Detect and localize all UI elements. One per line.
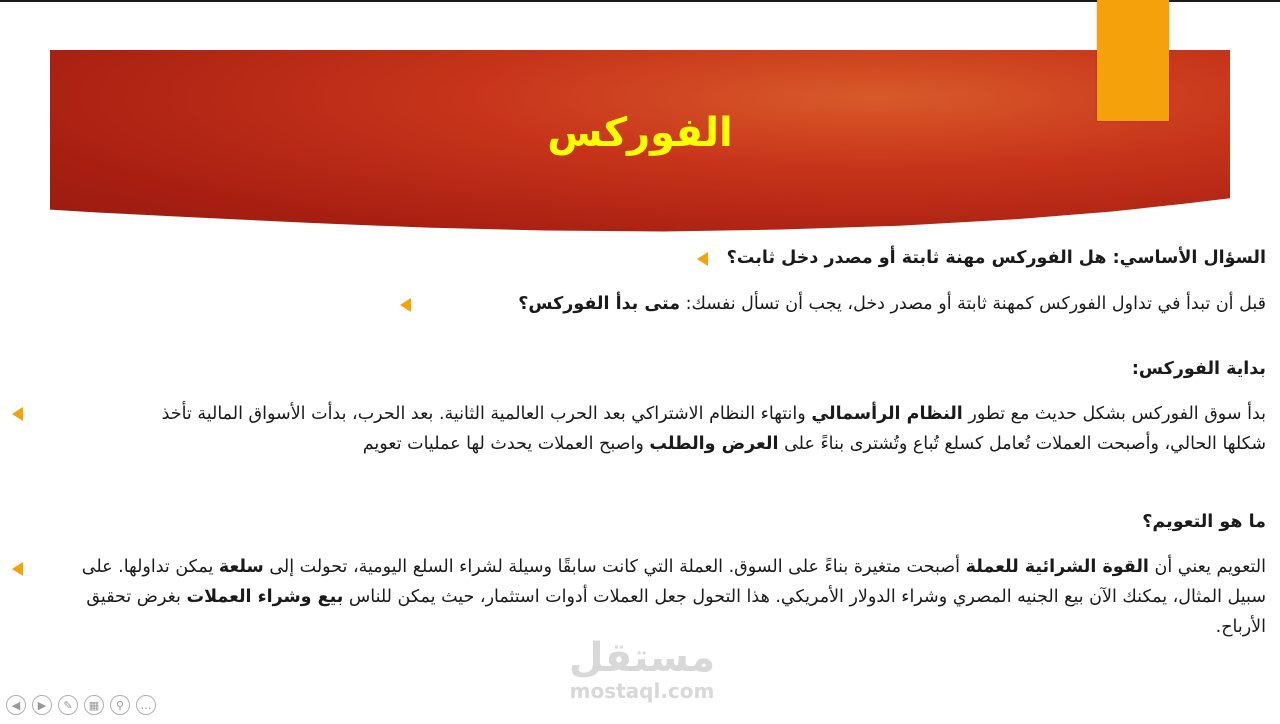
floating-heading: ما هو التعويم؟ [1142,512,1266,532]
previous-icon[interactable]: ◀ [6,695,26,715]
bullet-icon [400,298,411,312]
pen-icon[interactable]: ✎ [58,695,78,715]
origin-text-1: بدأ سوق الفوركس بشكل حديث مع تطور [962,404,1266,424]
origin-bold-1: النظام الرأسمالي [811,404,963,424]
more-icon[interactable]: … [136,695,156,715]
floating-text-3: يمكن تداولها. على سبيل المثال، يمكنك الآن بيع الجنيه المصري وشراء الدولار الأمريكي. هذا التحول جعل العملات أدوات استثمار، حيث يمكن للناس [81,557,1266,607]
accent-tab [1097,0,1169,121]
intro-text: قبل أن تبدأ في تداول الفوركس كمهنة ثابتة أو مصدر دخل، يجب أن تسأل نفسك: [680,294,1266,314]
intro-bold: متى بدأ الفوركس؟ [518,294,681,314]
bullet-icon [12,562,23,576]
watermark-logo [562,636,722,702]
watermark-latin: mostaql.com [569,679,715,703]
floating-text-4: بغرض تحقيق الأرباح. [86,587,1266,637]
next-icon[interactable]: ▶ [32,695,52,715]
slides-icon[interactable]: ▦ [84,695,104,715]
bullet-icon [12,407,23,421]
question-text: هل الفوركس مهنة ثابتة أو مصدر دخل ثابت؟ [726,248,1113,268]
floating-bold-1: القوة الشرائية للعملة [965,557,1149,577]
question-label: السؤال الأساسي: [1112,248,1266,268]
intro-line [416,289,1266,319]
slideshow-controls [6,695,156,715]
origin-text-2: وانتهاء النظام الاشتراكي بعد الحرب العالمية الثانية. بعد الحرب، بدأت الأسواق المالية تأخذ شكلها الحالي، وأصبحت العملات تُعامل كسلع تُباع وتُشترى بناءً على [161,404,1266,454]
zoom-icon[interactable]: ⚲ [110,695,130,715]
floating-bold-3: بيع وشراء العملات [186,587,344,607]
floating-bold-2: سلعة [218,557,264,577]
slide-title: الفوركس [547,110,733,156]
floating-text-1: التعويم يعني أن [1148,557,1266,577]
origin-text-3: واصبح العملات يحدث لها عمليات تعويم [362,434,650,454]
watermark-arabic: مستقل [568,635,716,681]
origin-bold-2: العرض والطلب [649,434,779,454]
question-line [706,243,1266,273]
top-border [0,0,1280,2]
origin-heading: بداية الفوركس: [1131,359,1266,379]
floating-paragraph [51,552,1266,642]
floating-text-2: أصبحت متغيرة بناءً على السوق. العملة التي كانت سابقًا وسيلة لشراء السلع اليومية، تحولت إلى [263,557,966,577]
origin-paragraph [156,399,1266,459]
